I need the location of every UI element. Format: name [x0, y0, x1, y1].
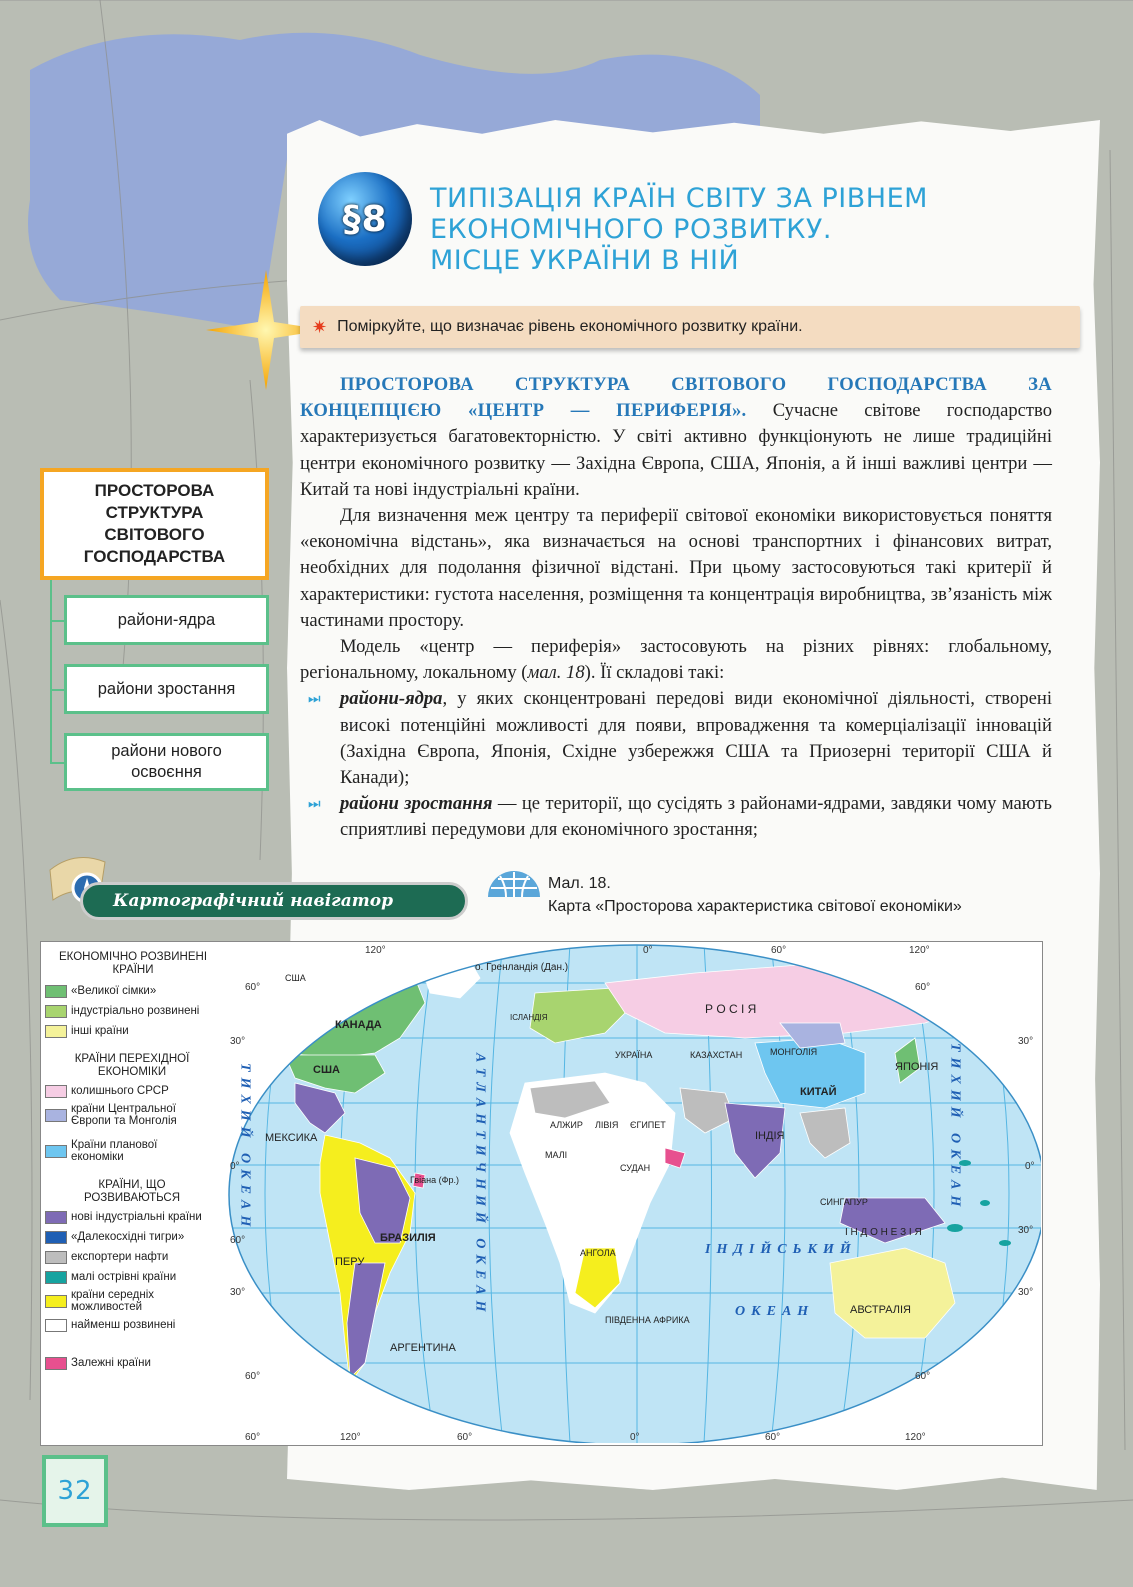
label-singapore: СИНГАПУР — [820, 1197, 868, 1207]
degree-label: 30° — [230, 1287, 246, 1298]
legend-swatch — [45, 1295, 67, 1308]
term: райони-ядра — [340, 688, 443, 710]
scheme-title: ПРОСТОРОВА СТРУКТУРА СВІТОВОГО ГОСПОДАРСТВА — [83, 481, 226, 566]
legend-item — [45, 1101, 225, 1129]
legend-swatch — [45, 1251, 67, 1264]
legend-label: «Далекосхідні тигри» — [71, 1231, 185, 1243]
label-atlantic-ocean: АТЛАНТИЧНИЙ ОКЕАН — [472, 1053, 488, 1318]
label-kazakhstan: КАЗАХСТАН — [690, 1050, 743, 1060]
legend-item — [45, 1001, 225, 1021]
label-pacific-ocean-right: ТИХИЙ ОКЕАН — [947, 1043, 963, 1213]
label-china: КИТАЙ — [800, 1086, 837, 1098]
legend-swatch — [45, 1145, 67, 1158]
legend-item — [45, 1287, 225, 1315]
legend-label: індустріально розвинені — [71, 1005, 200, 1017]
figure-reference: мал. 18 — [527, 662, 585, 684]
legend-heading: КРАЇНИ ПЕРЕХІДНОЇ ЕКОНОМІКИ — [74, 1053, 190, 1078]
label-angola: АНГОЛА — [580, 1248, 616, 1258]
legend-swatch — [45, 1211, 67, 1224]
body-text — [300, 372, 1052, 844]
scheme-item: райони-ядра — [64, 595, 269, 645]
double-arrow-icon: ⏭ — [308, 796, 321, 813]
page-number: 32 — [42, 1455, 108, 1527]
cartographic-navigator-banner: Картографічний навігатор — [80, 882, 468, 920]
legend-label: найменш розвинені — [71, 1319, 176, 1331]
legend-swatch — [45, 1085, 67, 1098]
section-globe-badge — [318, 172, 412, 266]
paragraph-3-text-a: Модель «центр — периферія» застосовують на різних рівнях: глобальному, регіональному, локальному ( — [300, 636, 1052, 684]
definition: , у яких сконцентровані передові види економічної діяльності, створені високі потенційні можливості для появи, впровадження та комерціалізації інновацій (Західна Європа, Японія, Східне узбережжя США та Приозерні території США й Канади); — [340, 688, 1052, 789]
degree-label: 30° — [1018, 1036, 1034, 1047]
label-ukraine: УКРАЇНА — [615, 1050, 653, 1060]
legend-item — [45, 1315, 225, 1335]
legend-label: експортери нафти — [71, 1251, 169, 1263]
figure-caption — [548, 872, 962, 918]
label-indian-ocean: ІНДІЙСЬКИЙ — [705, 1242, 857, 1257]
legend-swatch — [45, 1231, 67, 1244]
legend-label: малі острівні країни — [71, 1271, 177, 1283]
legend-item — [45, 1247, 225, 1267]
legend-item — [45, 1137, 225, 1165]
degree-label: 120° — [340, 1432, 361, 1443]
degree-label: 0° — [1025, 1161, 1035, 1172]
legend-item — [45, 1227, 225, 1247]
figure-number: Мал. 18. — [548, 875, 611, 892]
legend-swatch — [45, 1271, 67, 1284]
globe-grid-icon — [486, 870, 542, 898]
label-indian-ocean-2: ОКЕАН — [735, 1304, 815, 1319]
title-line-2: ЕКОНОМІЧНОГО РОЗВИТКУ. — [430, 214, 832, 245]
world-map — [225, 943, 1041, 1443]
list-item — [300, 791, 1052, 843]
degree-label: 30° — [1018, 1287, 1034, 1298]
scheme-connector — [50, 620, 64, 622]
label-peru: ПЕРУ — [335, 1256, 365, 1268]
scheme-connector — [50, 762, 64, 764]
degree-label: 30° — [230, 1036, 246, 1047]
degree-label: 30° — [1018, 1225, 1034, 1236]
label-japan: ЯПОНІЯ — [895, 1061, 939, 1073]
degree-label: 0° — [630, 1432, 640, 1443]
degree-label: 0° — [643, 945, 653, 956]
label-russia: Р О С І Я — [705, 1002, 757, 1016]
list-item — [300, 686, 1052, 791]
legend-swatch — [45, 985, 67, 998]
term: райони зростання — [340, 793, 493, 815]
legend-heading: КРАЇНИ, ЩО РОЗВИВАЮТЬСЯ — [83, 1179, 181, 1204]
degree-label: 60° — [915, 1371, 931, 1382]
label-pacific-ocean-left: ТИХИЙ ОКЕАН — [237, 1063, 253, 1233]
legend-item — [45, 1207, 225, 1227]
label-south-africa: ПІВДЕННА АФРИКА — [605, 1315, 690, 1325]
degree-label: 0° — [230, 1161, 240, 1172]
legend-label: нові індустріальні країни — [71, 1211, 202, 1223]
legend-heading: ЕКОНОМІЧНО РОЗВИНЕНІ КРАЇНИ — [58, 951, 208, 976]
label-greenland: о. Гренландія (Дан.) — [475, 962, 569, 973]
label-iceland: ІСЛАНДІЯ — [510, 1013, 548, 1022]
legend-swatch — [45, 1319, 67, 1332]
legend-item — [45, 1081, 225, 1101]
double-arrow-icon: ⏭ — [308, 691, 321, 708]
legend-swatch — [45, 1025, 67, 1038]
scheme-connector — [50, 689, 64, 691]
degree-label: 120° — [905, 1432, 926, 1443]
legend-swatch — [45, 1005, 67, 1018]
legend-label: колишнього СРСР — [71, 1085, 169, 1097]
legend-label: Залежні країни — [71, 1357, 151, 1369]
legend-label: Країни планової економіки — [71, 1139, 158, 1163]
paragraph-3-text-b: ). Її складові такі: — [584, 662, 725, 684]
legend-item — [45, 1353, 225, 1373]
degree-label: 60° — [245, 982, 261, 993]
legend-swatch — [45, 1357, 67, 1370]
scheme-connector — [50, 580, 52, 763]
degree-label: 60° — [771, 945, 787, 956]
legend-label: країни Центральної Європи та Монголія — [71, 1103, 177, 1127]
label-india: ІНДІЯ — [755, 1130, 785, 1142]
label-mongolia: МОНГОЛІЯ — [770, 1047, 818, 1057]
figure-title: Карта «Просторова характеристика світової економіки» — [548, 898, 962, 915]
scheme-item: райони нового освоєння — [64, 733, 269, 791]
label-argentina: АРГЕНТИНА — [390, 1342, 456, 1354]
degree-label: 120° — [365, 945, 386, 956]
legend-swatch — [45, 1109, 67, 1122]
legend-label: інші країни — [71, 1025, 129, 1037]
degree-label: 60° — [457, 1432, 473, 1443]
section-title — [430, 183, 1070, 276]
label-indonesia: І Н Д О Н Е З І Я — [845, 1227, 922, 1238]
legend-item — [45, 981, 225, 1001]
label-guiana: Гвіана (Фр.) — [410, 1175, 459, 1185]
bullet-list — [300, 686, 1052, 843]
title-line-1: ТИПІЗАЦІЯ КРАЇН СВІТУ ЗА РІВНЕМ — [430, 183, 928, 214]
label-mexico: МЕКСИКА — [265, 1132, 318, 1144]
legend-item — [45, 1267, 225, 1287]
legend-label: країни середніх можливостей — [71, 1289, 155, 1313]
scheme-title-box — [40, 468, 269, 580]
degree-label: 120° — [909, 945, 930, 956]
label-canada: КАНАДА — [335, 1019, 382, 1031]
paragraph-1 — [300, 372, 1052, 503]
title-line-3: МІСЦЕ УКРАЇНИ В НІЙ — [430, 245, 740, 276]
paragraph-3 — [300, 634, 1052, 686]
label-mali: МАЛІ — [545, 1150, 568, 1160]
paragraph-heading: ПРОСТОРОВА СТРУКТУРА СВІТОВОГО ГОСПОДАРСТВА ЗА КОНЦЕПЦІЄЮ «ЦЕНТР — ПЕРИФЕРІЯ». — [300, 374, 1052, 422]
think-question — [300, 306, 1080, 348]
question-text: Поміркуйте, що визначає рівень економічного розвитку країни. — [337, 318, 803, 335]
definition: — це території, що сусідять з районами-ядрами, завдяки чому мають сприятливі передумови для економічного зростання; — [340, 793, 1052, 841]
label-egypt: ЄГИПЕТ — [630, 1120, 666, 1130]
legend-item — [45, 1021, 225, 1041]
label-usa-alaska: США — [285, 973, 306, 983]
degree-label: 60° — [230, 1235, 246, 1246]
degree-label: 60° — [245, 1371, 261, 1382]
label-libya: ЛІВІЯ — [595, 1120, 619, 1130]
section-number: §8 — [342, 198, 388, 240]
map-legend — [42, 943, 225, 1443]
label-brazil: БРАЗИЛІЯ — [380, 1232, 436, 1244]
degree-label: 60° — [245, 1432, 261, 1443]
label-usa: США — [313, 1064, 340, 1076]
scheme-item: райони зростання — [64, 664, 269, 714]
paragraph-1-text: Сучасне світове господарство характеризується багатовекторністю. У світі активно функціонують не лише традиційні центри економічного розвитку — Західна Європа, США, Японія, а й інші важливі центри — Китай та нові індустріальні країни. — [300, 400, 1052, 500]
paragraph-2: Для визначення меж центру та периферії світової економіки використовується поняття «економічна відстань», яка визначається на основі транспортних і фінансових витрат, необхідних для подолання фізичної відстані. При цьому застосовуються такі критерії й характеристики: густота населення, розміщення та концентрація виробництва, зв’язаність між частинами простору. — [300, 505, 1052, 631]
degree-label: 60° — [915, 982, 931, 993]
degree-label: 60° — [765, 1432, 781, 1443]
legend-label: «Великої сімки» — [71, 985, 157, 997]
asterisk-icon: ✷ — [312, 316, 328, 337]
label-australia: АВСТРАЛІЯ — [850, 1304, 912, 1316]
label-algeria: АЛЖИР — [550, 1120, 583, 1130]
label-sudan: СУДАН — [620, 1163, 651, 1173]
